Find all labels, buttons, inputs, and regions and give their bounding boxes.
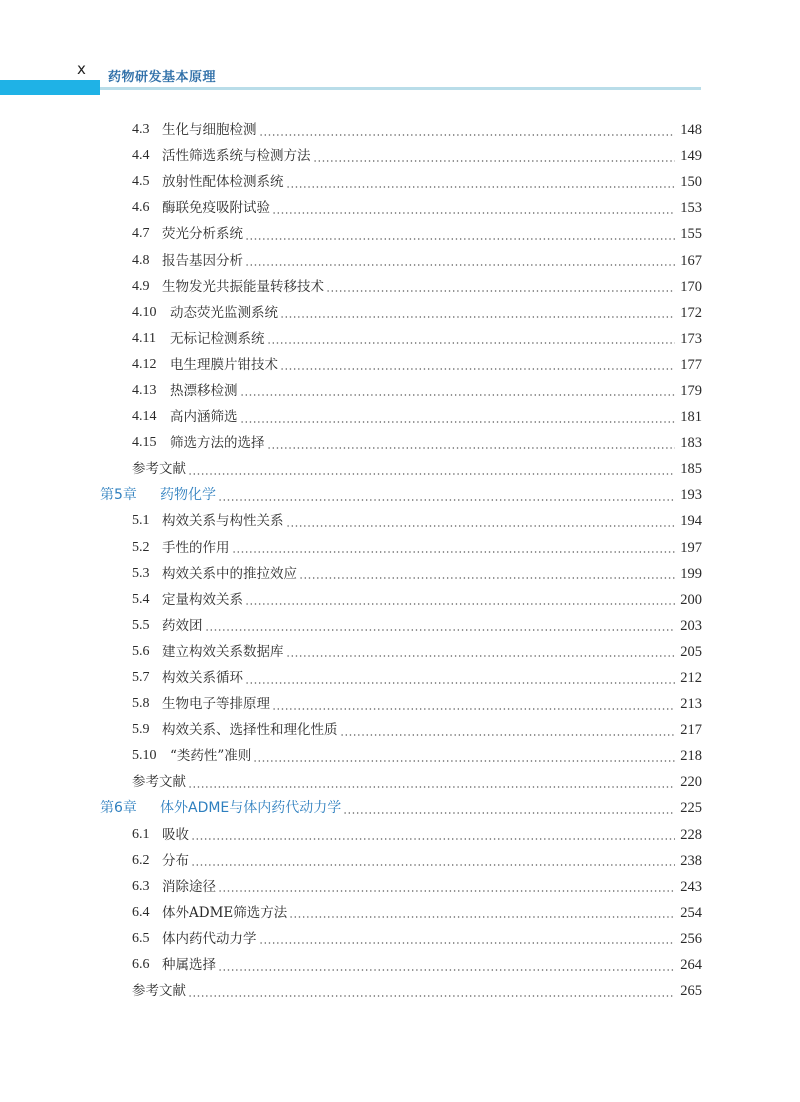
toc-section-entry[interactable] (132, 822, 702, 848)
toc-section-entry[interactable] (132, 874, 702, 900)
toc-entry-title: 热漂移检测 (170, 382, 238, 399)
dot-leader (240, 394, 676, 396)
toc-entry-page-number: 205 (680, 643, 702, 660)
toc-entry-title: 定量构效关系 (162, 591, 243, 608)
toc-entry-title: “类药性”准则 (170, 748, 252, 765)
dot-leader (272, 212, 675, 214)
toc-entry-title: 体外ADME筛选方法 (162, 904, 288, 921)
toc-entry-title: 种属选择 (162, 957, 216, 974)
toc-entry-number: 5.4 (132, 591, 150, 607)
toc-section-entry[interactable] (132, 274, 702, 300)
dot-leader (326, 290, 675, 292)
toc-entry-title: 体内药代动力学 (162, 930, 257, 947)
toc-section-entry[interactable] (132, 665, 702, 691)
toc-entry-page-number: 177 (680, 356, 702, 373)
dot-leader (286, 655, 676, 657)
toc-entry-page-number: 172 (680, 304, 702, 321)
toc-section-entry[interactable] (132, 430, 702, 456)
toc-entry-title: 消除途径 (162, 878, 216, 895)
dot-leader (343, 812, 675, 814)
dot-leader (272, 708, 675, 710)
toc-entry-number: 5.3 (132, 565, 150, 581)
toc-entry-title: 构效关系循环 (162, 670, 243, 687)
dot-leader (299, 577, 675, 579)
toc-section-entry[interactable] (132, 404, 702, 430)
toc-entry-title: 手性的作用 (162, 539, 230, 556)
dot-leader (188, 473, 675, 475)
toc-entry-page-number: 148 (680, 122, 702, 139)
toc-section-entry[interactable] (132, 639, 702, 665)
toc-section-entry[interactable] (132, 143, 702, 169)
toc-entry-title: 参考文献 (132, 461, 186, 478)
toc-entry-number: 4.12 (132, 356, 157, 372)
toc-section-entry[interactable] (132, 535, 702, 561)
dot-leader (218, 890, 675, 892)
toc-entry-page-number: 225 (680, 800, 702, 817)
toc-section-entry[interactable] (132, 561, 702, 587)
toc-section-entry[interactable] (132, 378, 702, 404)
toc-entry-title: 酶联免疫吸附试验 (162, 200, 270, 217)
dot-leader (191, 864, 675, 866)
toc-entry-page-number: 149 (680, 148, 702, 165)
toc-section-entry[interactable] (132, 691, 702, 717)
toc-entry-page-number: 212 (680, 670, 702, 687)
toc-entry-number: 4.14 (132, 409, 157, 425)
toc-entry-title: 生物发光共振能量转移技术 (162, 278, 324, 295)
toc-entry-number: 4.5 (132, 174, 150, 190)
dot-leader (289, 916, 675, 918)
header-accent-bar (0, 80, 100, 95)
toc-entry-page-number: 243 (680, 878, 702, 895)
toc-entry-number: 第6章 (100, 800, 137, 817)
toc-section-entry[interactable] (132, 743, 702, 769)
dot-leader (188, 995, 675, 997)
toc-entry-page-number: 264 (680, 957, 702, 974)
dot-leader (313, 160, 676, 162)
dot-leader (245, 264, 675, 266)
dot-leader (340, 734, 676, 736)
toc-entry-title: 建立构效关系数据库 (162, 643, 284, 660)
toc-section-entry[interactable] (132, 900, 702, 926)
toc-entry-number: 4.6 (132, 200, 150, 216)
dot-leader (218, 499, 675, 501)
toc-entry-page-number: 254 (680, 904, 702, 921)
toc-entry-number: 4.10 (132, 304, 157, 320)
toc-section-entry[interactable] (132, 613, 702, 639)
toc-section-entry[interactable] (132, 352, 702, 378)
toc-entry-title: 生物电子等排原理 (162, 696, 270, 713)
header-rule-line (100, 87, 701, 90)
toc-entry-title: 筛选方法的选择 (170, 435, 265, 452)
toc-entry-title: 荧光分析系统 (162, 226, 243, 243)
toc-entry-number: 4.4 (132, 148, 150, 164)
toc-entry-number: 5.1 (132, 513, 150, 529)
toc-references-entry[interactable] (132, 456, 702, 482)
toc-section-entry[interactable] (132, 195, 702, 221)
dot-leader (245, 682, 675, 684)
toc-entry-title: 无标记检测系统 (170, 330, 265, 347)
toc-entry-page-number: 265 (680, 983, 702, 1000)
toc-section-entry[interactable] (132, 169, 702, 195)
toc-entry-title: 高内涵筛选 (170, 409, 238, 426)
page-number: x (77, 60, 86, 78)
toc-entry-page-number: 256 (680, 930, 702, 947)
toc-entry-page-number: 203 (680, 617, 702, 634)
toc-entry-title: 生化与细胞检测 (162, 122, 257, 139)
toc-entry-title: 动态荧光监测系统 (170, 304, 278, 321)
toc-section-entry[interactable] (132, 717, 702, 743)
toc-chapter-entry[interactable] (100, 795, 702, 821)
dot-leader (245, 603, 675, 605)
toc-section-entry[interactable] (132, 326, 702, 352)
toc-entry-title: 分布 (162, 852, 189, 869)
toc-entry-page-number: 217 (680, 722, 702, 739)
dot-leader (259, 134, 676, 136)
toc-entry-title: 电生理膜片钳技术 (170, 356, 278, 373)
toc-entry-page-number: 167 (680, 252, 702, 269)
toc-section-entry[interactable] (132, 926, 702, 952)
toc-entry-title: 吸收 (162, 826, 189, 843)
dot-leader (205, 629, 676, 631)
toc-entry-number: 4.7 (132, 226, 150, 242)
toc-entry-page-number: 193 (680, 487, 702, 504)
toc-section-entry[interactable] (132, 848, 702, 874)
toc-references-entry[interactable] (132, 769, 702, 795)
toc-entry-title: 药效团 (162, 617, 203, 634)
toc-section-entry[interactable] (132, 221, 702, 247)
toc-entry-title: 参考文献 (132, 983, 186, 1000)
toc-entry-number: 4.9 (132, 278, 150, 294)
toc-entry-title: 构效关系中的推拉效应 (162, 565, 297, 582)
toc-entry-page-number: 181 (680, 409, 702, 426)
toc-entry-page-number: 218 (680, 748, 702, 765)
toc-entry-page-number: 194 (680, 513, 702, 530)
toc-entry-page-number: 213 (680, 696, 702, 713)
toc-entry-number: 6.4 (132, 904, 150, 920)
toc-entry-number: 6.3 (132, 878, 150, 894)
toc-entry-number: 5.6 (132, 643, 150, 659)
toc-entry-number: 4.13 (132, 382, 157, 398)
dot-leader (286, 186, 676, 188)
toc-entry-number: 5.7 (132, 670, 150, 686)
dot-leader (280, 316, 675, 318)
toc-entry-page-number: 220 (680, 774, 702, 791)
toc-section-entry[interactable] (132, 587, 702, 613)
toc-entry-number: 6.2 (132, 852, 150, 868)
dot-leader (253, 760, 675, 762)
toc-entry-number: 5.5 (132, 617, 150, 633)
toc-entry-number: 第5章 (100, 487, 137, 504)
dot-leader (286, 525, 676, 527)
dot-leader (191, 838, 675, 840)
running-header-title: 药物研发基本原理 (108, 70, 217, 85)
dot-leader (232, 551, 676, 553)
table-of-contents (0, 117, 800, 1004)
toc-entry-page-number: 238 (680, 852, 702, 869)
toc-entry-title: 构效关系与构性关系 (162, 513, 284, 530)
toc-entry-page-number: 183 (680, 435, 702, 452)
toc-entry-page-number: 197 (680, 539, 702, 556)
toc-entry-page-number: 153 (680, 200, 702, 217)
dot-leader (267, 342, 676, 344)
toc-entry-number: 5.9 (132, 722, 150, 738)
toc-entry-number: 5.2 (132, 539, 150, 555)
toc-entry-number: 4.15 (132, 435, 157, 451)
dot-leader (188, 786, 675, 788)
toc-section-entry[interactable] (132, 300, 702, 326)
toc-section-entry[interactable] (132, 247, 702, 273)
dot-leader (267, 447, 676, 449)
toc-entry-number: 6.6 (132, 957, 150, 973)
toc-entry-page-number: 228 (680, 826, 702, 843)
toc-entry-page-number: 200 (680, 591, 702, 608)
toc-entry-title: 报告基因分析 (162, 252, 243, 269)
dot-leader (218, 969, 675, 971)
toc-entry-number: 6.5 (132, 930, 150, 946)
toc-entry-title: 构效关系、选择性和理化性质 (162, 722, 338, 739)
toc-entry-page-number: 179 (680, 382, 702, 399)
toc-entry-page-number: 173 (680, 330, 702, 347)
toc-entry-number: 5.10 (132, 748, 157, 764)
toc-entry-title: 参考文献 (132, 774, 186, 791)
toc-entry-page-number: 170 (680, 278, 702, 295)
toc-entry-number: 4.11 (132, 330, 156, 346)
toc-entry-page-number: 185 (680, 461, 702, 478)
toc-entry-number: 5.8 (132, 696, 150, 712)
toc-references-entry[interactable] (132, 978, 702, 1004)
toc-entry-number: 6.1 (132, 826, 150, 842)
toc-entry-title: 活性筛选系统与检测方法 (162, 148, 311, 165)
toc-entry-title: 体外ADME与体内药代动力学 (160, 800, 342, 817)
toc-chapter-entry[interactable] (100, 482, 702, 508)
toc-section-entry[interactable] (132, 117, 702, 143)
toc-entry-page-number: 155 (680, 226, 702, 243)
toc-entry-number: 4.8 (132, 252, 150, 268)
toc-entry-page-number: 150 (680, 174, 702, 191)
toc-entry-page-number: 199 (680, 565, 702, 582)
toc-entry-title: 药物化学 (160, 487, 216, 504)
dot-leader (259, 942, 676, 944)
dot-leader (245, 238, 675, 240)
toc-section-entry[interactable] (132, 952, 702, 978)
toc-entry-number: 4.3 (132, 122, 150, 138)
dot-leader (280, 368, 675, 370)
toc-entry-title: 放射性配体检测系统 (162, 174, 284, 191)
dot-leader (240, 421, 676, 423)
toc-section-entry[interactable] (132, 508, 702, 534)
